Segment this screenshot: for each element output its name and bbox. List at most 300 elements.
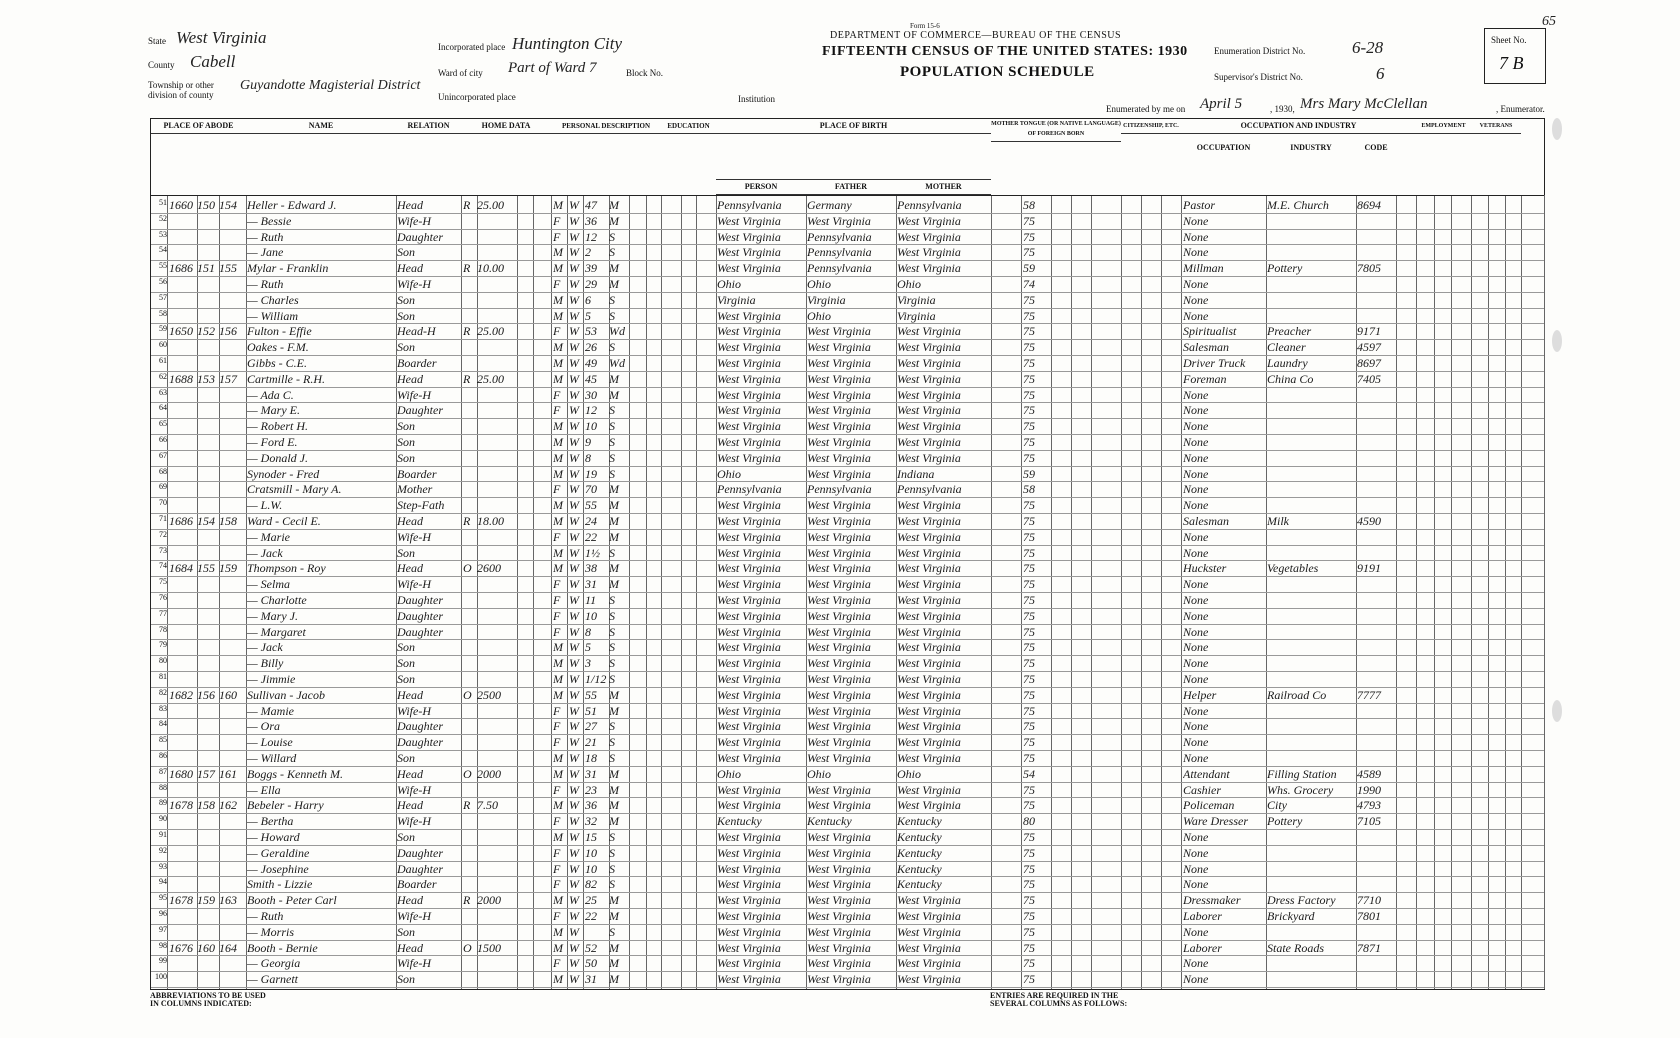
cell-person: West Virginia [717, 687, 781, 702]
cell-occ: None [1183, 545, 1209, 560]
cell-occ: Driver Truck [1183, 356, 1246, 370]
cell-rel: Wife-H [397, 529, 431, 544]
cell-lang: 75 [1023, 703, 1035, 718]
cell-name: — William [247, 308, 299, 323]
cell-age: 12 [585, 229, 597, 244]
cell-sex: M [553, 798, 563, 813]
cell-name: Sullivan - Jacob [247, 687, 325, 702]
cell-ind: State Roads [1267, 940, 1324, 955]
cell-mar: M [609, 909, 619, 923]
cell-mar: S [609, 735, 615, 750]
cell-rel: Son [397, 640, 415, 655]
cell-father: Germany [807, 198, 852, 212]
cell-person: West Virginia [717, 387, 781, 402]
cell-code: 8697 [1357, 356, 1381, 370]
cell-father: Ohio [807, 277, 831, 291]
cell-rel: Head-H [397, 324, 436, 339]
cell-person: Pennsylvania [717, 198, 782, 212]
state-value: West Virginia [176, 28, 267, 47]
cell-rel: Son [397, 308, 415, 323]
cell-race: W [569, 672, 579, 686]
cell-n: 64 [159, 403, 167, 413]
cell-rel: Head [397, 940, 423, 955]
group-name: NAME [246, 119, 396, 134]
cell-race: W [569, 387, 579, 402]
cell-rel: Daughter [397, 624, 443, 639]
cell-fam: 162 [219, 798, 237, 813]
cell-sex: F [553, 719, 561, 734]
cell-rel: Son [397, 672, 415, 686]
cell-race: W [569, 593, 579, 607]
cell-rel: Boarder [397, 466, 437, 481]
cell-code: 7777 [1357, 687, 1381, 702]
cell-sex: M [553, 466, 563, 481]
cell-ind: Pottery [1267, 814, 1303, 829]
cell-occ: None [1183, 608, 1209, 623]
cell-mar: M [609, 261, 619, 276]
cell-dw: 157 [197, 766, 215, 781]
cell-code: 4590 [1357, 514, 1381, 528]
cell-sex: M [553, 656, 563, 671]
cell-mother: Kentucky [897, 814, 942, 829]
cell-race: W [569, 545, 579, 560]
cell-mar: M [609, 766, 619, 781]
cell-person: West Virginia [717, 308, 781, 323]
cell-age: 10 [585, 861, 597, 876]
cell-n: 91 [159, 830, 167, 839]
cell-mother: West Virginia [897, 972, 961, 987]
cell-sex: F [553, 703, 561, 718]
census-grid [150, 118, 1545, 990]
cell-mar: M [609, 798, 619, 813]
cell-father: West Virginia [807, 545, 871, 560]
cell-code: 7405 [1357, 371, 1381, 386]
cell-n: 87 [159, 766, 167, 776]
cell-rel: Boarder [397, 356, 437, 370]
cell-father: West Virginia [807, 845, 871, 860]
cell-sex: M [553, 972, 563, 987]
sd-value: 6 [1376, 64, 1385, 83]
cell-house: 1678 [169, 798, 193, 813]
cell-name: Cratsmill - Mary A. [247, 482, 342, 497]
cell-house: 1682 [169, 687, 193, 702]
cell-sex: M [553, 450, 563, 465]
cell-race: W [569, 245, 579, 260]
cell-lang: 74 [1023, 277, 1035, 291]
cell-mother: West Virginia [897, 719, 961, 734]
cell-mother: West Virginia [897, 940, 961, 955]
cell-name: Booth - Bernie [247, 940, 318, 955]
cell-sex: M [553, 514, 563, 528]
cell-mother: West Virginia [897, 640, 961, 655]
cell-mother: West Virginia [897, 498, 961, 513]
cell-name: — Mary J. [247, 608, 298, 623]
cell-occ: Ware Dresser [1183, 814, 1248, 829]
cell-home: R [463, 514, 471, 528]
cell-father: West Virginia [807, 956, 871, 971]
cell-father: Pennsylvania [807, 229, 872, 244]
cell-fam: 159 [219, 561, 237, 576]
cell-mar: S [609, 656, 615, 671]
cell-code: 9171 [1357, 324, 1381, 339]
cell-lang: 75 [1023, 213, 1035, 228]
cell-mar: M [609, 561, 619, 576]
cell-mother: West Virginia [897, 924, 961, 939]
cell-home: R [463, 798, 471, 813]
cell-person: West Virginia [717, 435, 781, 449]
cell-name: — Charlotte [247, 593, 307, 607]
cell-home: R [463, 261, 471, 276]
cell-sex: M [553, 924, 563, 939]
group-place-of-abode: PLACE OF ABODE [151, 119, 246, 134]
cell-lang: 58 [1023, 482, 1035, 497]
incorporated-label: Incorporated place [438, 42, 506, 52]
cell-race: W [569, 277, 579, 291]
cell-lang: 75 [1023, 893, 1035, 908]
cell-person: West Virginia [717, 909, 781, 923]
cell-mar: S [609, 593, 615, 607]
cell-occ: Policeman [1183, 798, 1235, 813]
cell-mother: West Virginia [897, 956, 961, 971]
cell-lang: 75 [1023, 940, 1035, 955]
cell-mother: West Virginia [897, 798, 961, 813]
cell-n: 100 [155, 972, 167, 982]
cell-age: 38 [585, 561, 597, 576]
cell-age: 50 [585, 956, 597, 971]
cell-father: West Virginia [807, 798, 871, 813]
cell-race: W [569, 940, 579, 955]
cell-race: W [569, 877, 579, 892]
cell-occ: None [1183, 292, 1209, 307]
cell-person: West Virginia [717, 545, 781, 560]
cell-person: Pennsylvania [717, 482, 782, 497]
cell-occ: None [1183, 482, 1209, 497]
cell-n: 99 [159, 956, 167, 966]
cell-father: West Virginia [807, 656, 871, 671]
cell-val: 7.50 [477, 798, 498, 813]
group-employment: EMPLOYMENT [1416, 119, 1471, 134]
cell-house: 1680 [169, 766, 193, 781]
cell-lang: 75 [1023, 545, 1035, 560]
cell-age: 53 [585, 324, 597, 339]
cell-lang: 75 [1023, 782, 1035, 797]
cell-rel: Head [397, 766, 423, 781]
cell-race: W [569, 861, 579, 876]
cell-sex: M [553, 940, 563, 955]
cell-mar: M [609, 387, 619, 402]
cell-occ: None [1183, 972, 1209, 987]
cell-mar: S [609, 545, 615, 560]
cell-n: 52 [159, 213, 167, 223]
cell-n: 98 [159, 940, 167, 950]
cell-dw: 153 [197, 371, 215, 386]
cell-age: 52 [585, 940, 597, 955]
cell-person: West Virginia [717, 229, 781, 244]
cell-race: W [569, 924, 579, 939]
cell-name: — Donald J. [247, 450, 308, 465]
cell-lang: 75 [1023, 529, 1035, 544]
cell-age: 49 [585, 356, 597, 370]
punch-hole [1552, 330, 1562, 352]
cell-race: W [569, 324, 579, 339]
cell-father: West Virginia [807, 893, 871, 908]
cell-name: — Billy [247, 656, 284, 671]
cell-father: Pennsylvania [807, 245, 872, 260]
cell-rel: Step-Fath [397, 498, 445, 513]
cell-code: 8694 [1357, 198, 1381, 212]
cell-occ: None [1183, 656, 1209, 671]
county-label: County [148, 60, 175, 70]
cell-mother: West Virginia [897, 624, 961, 639]
cell-mar: S [609, 308, 615, 323]
cell-mar: S [609, 229, 615, 244]
cell-mar: S [609, 877, 615, 892]
cell-fam: 161 [219, 766, 237, 781]
cell-rel: Wife-H [397, 814, 431, 829]
cell-name: — Marie [247, 529, 290, 544]
cell-house: 1688 [169, 371, 193, 386]
cell-father: West Virginia [807, 577, 871, 592]
cell-dw: 154 [197, 514, 215, 528]
cell-lang: 75 [1023, 324, 1035, 339]
cell-name: — Geraldine [247, 845, 310, 860]
cell-rel: Mother [397, 482, 433, 497]
col-occupation: OCCUPATION [1196, 143, 1251, 152]
cell-race: W [569, 719, 579, 734]
cell-mother: West Virginia [897, 213, 961, 228]
cell-father: West Virginia [807, 640, 871, 655]
cell-ind: China Co [1267, 371, 1314, 386]
county-value: Cabell [190, 52, 236, 71]
cell-n: 57 [159, 292, 167, 302]
cell-val: 2600 [477, 561, 501, 576]
cell-rel: Wife-H [397, 782, 431, 797]
cell-name: Boggs - Kenneth M. [247, 766, 343, 781]
cell-sex: F [553, 324, 561, 339]
cell-person: West Virginia [717, 514, 781, 528]
cell-name: — Jack [247, 545, 283, 560]
cell-father: Ohio [807, 308, 831, 323]
cell-dw: 152 [197, 324, 215, 339]
cell-sex: M [553, 545, 563, 560]
cell-rel: Head [397, 371, 423, 386]
cell-mother: Virginia [897, 292, 936, 307]
cell-sex: F [553, 577, 561, 592]
cell-n: 85 [159, 735, 167, 745]
cell-age: 30 [585, 387, 597, 402]
cell-fam: 164 [219, 940, 237, 955]
cell-home: O [463, 561, 472, 576]
cell-person: Ohio [717, 766, 741, 781]
cell-father: Pennsylvania [807, 261, 872, 276]
dept-title: DEPARTMENT OF COMMERCE—BUREAU OF THE CENSUS [830, 30, 1122, 41]
cell-person: West Virginia [717, 419, 781, 434]
cell-rel: Head [397, 561, 423, 576]
abbrev-title: ABBREVIATIONS TO BE USED IN COLUMNS INDICATED: [150, 991, 266, 1008]
cell-occ: None [1183, 830, 1209, 844]
form-number: Form 15-6 [910, 22, 940, 30]
cell-lang: 75 [1023, 435, 1035, 449]
cell-mother: West Virginia [897, 561, 961, 576]
cell-rel: Son [397, 435, 415, 449]
cell-mar: M [609, 213, 619, 228]
cell-father: West Virginia [807, 419, 871, 434]
cell-race: W [569, 308, 579, 323]
cell-father: West Virginia [807, 435, 871, 449]
cell-code: 7801 [1357, 909, 1381, 923]
cell-age: 25 [585, 893, 597, 908]
cell-father: West Virginia [807, 450, 871, 465]
cell-sex: M [553, 893, 563, 908]
cell-father: West Virginia [807, 735, 871, 750]
cell-person: Virginia [717, 292, 756, 307]
cell-name: — Morris [247, 924, 295, 939]
cell-rel: Son [397, 419, 415, 434]
cell-rel: Daughter [397, 735, 443, 750]
cell-sex: F [553, 845, 561, 860]
cell-n: 68 [159, 466, 167, 476]
township-label: Township or other division of county [148, 80, 214, 100]
cell-rel: Daughter [397, 608, 443, 623]
cell-n: 56 [159, 277, 167, 286]
grid-column-line [1544, 195, 1545, 989]
cell-lang: 59 [1023, 261, 1035, 276]
cell-name: — Ora [247, 719, 281, 734]
cell-occ: Pastor [1183, 198, 1216, 212]
cell-mother: West Virginia [897, 340, 961, 355]
cell-person: West Virginia [717, 830, 781, 844]
group-veterans: VETERANS [1471, 119, 1521, 134]
cell-home: O [463, 687, 472, 702]
cell-n: 61 [159, 356, 167, 365]
cell-race: W [569, 735, 579, 750]
cell-rel: Son [397, 924, 415, 939]
cell-mar: S [609, 672, 615, 686]
block-label: Block No. [626, 68, 663, 78]
cell-sex: M [553, 830, 563, 844]
cell-lang: 75 [1023, 577, 1035, 592]
cell-age: 6 [585, 292, 591, 307]
cell-sex: F [553, 482, 561, 497]
cell-age: 18 [585, 751, 597, 765]
cell-occ: Helper [1183, 687, 1217, 702]
cell-race: W [569, 798, 579, 813]
cell-n: 96 [159, 909, 167, 918]
cell-rel: Wife-H [397, 577, 431, 592]
cell-mar: M [609, 514, 619, 528]
cell-mar: M [609, 893, 619, 908]
cell-rel: Son [397, 972, 415, 987]
enumerated-label: Enumerated by me on [1106, 104, 1186, 114]
cell-occ: Attendant [1183, 766, 1230, 781]
cell-fam: 157 [219, 371, 237, 386]
cell-rel: Son [397, 292, 415, 307]
cell-name: — Mamie [247, 703, 294, 718]
cell-lang: 75 [1023, 909, 1035, 923]
cell-name: Booth - Peter Carl [247, 893, 337, 908]
cell-mar: M [609, 940, 619, 955]
cell-mother: Ohio [897, 766, 921, 781]
cell-father: West Virginia [807, 782, 871, 797]
cell-house: 1650 [169, 324, 193, 339]
cell-sex: M [553, 198, 563, 212]
cell-name: — Josephine [247, 861, 309, 876]
cell-name: — Louise [247, 735, 293, 750]
cell-father: Pennsylvania [807, 482, 872, 497]
cell-race: W [569, 261, 579, 276]
cell-mother: West Virginia [897, 782, 961, 797]
cell-age: 2 [585, 245, 591, 260]
cell-name: Fulton - Effie [247, 324, 312, 339]
cell-lang: 75 [1023, 735, 1035, 750]
cell-n: 88 [159, 782, 167, 792]
cell-person: West Virginia [717, 498, 781, 513]
cell-mar: M [609, 482, 619, 497]
cell-race: W [569, 466, 579, 481]
cell-n: 51 [159, 198, 167, 207]
cell-mar: S [609, 845, 615, 860]
cell-mother: West Virginia [897, 435, 961, 449]
enumerator-name: Mrs Mary McClellan [1300, 96, 1428, 112]
cell-occ: None [1183, 593, 1209, 607]
cell-house: 1676 [169, 940, 193, 955]
cell-n: 67 [159, 450, 167, 460]
cell-mar: S [609, 435, 615, 449]
group-personal: PERSONAL DESCRIPTION [551, 119, 661, 134]
cell-father: West Virginia [807, 466, 871, 481]
cell-name: Smith - Lizzie [247, 877, 313, 892]
cell-mother: West Virginia [897, 751, 961, 765]
cell-fam: 163 [219, 893, 237, 908]
cell-age: 45 [585, 371, 597, 386]
cell-age: 1/12 [585, 672, 607, 686]
cell-dw: 150 [197, 198, 215, 212]
cell-code: 9191 [1357, 561, 1381, 576]
cell-code: 7871 [1357, 940, 1381, 955]
cell-race: W [569, 577, 579, 592]
cell-rel: Head [397, 261, 423, 276]
cell-age: 36 [585, 798, 597, 813]
cell-ind: Dress Factory [1267, 893, 1336, 908]
sheet-box [1484, 28, 1546, 84]
cell-person: West Virginia [717, 703, 781, 718]
cell-n: 63 [159, 387, 167, 397]
cell-ind: Filling Station [1267, 766, 1337, 781]
cell-sex: F [553, 403, 561, 418]
cell-sex: M [553, 687, 563, 702]
cell-lang: 75 [1023, 308, 1035, 323]
cell-sex: M [553, 498, 563, 513]
cell-n: 66 [159, 435, 167, 444]
cell-fam: 160 [219, 687, 237, 702]
cell-mother: West Virginia [897, 450, 961, 465]
cell-name: Cartmille - R.H. [247, 371, 325, 386]
cell-lang: 75 [1023, 419, 1035, 434]
cell-mother: West Virginia [897, 514, 961, 528]
cell-name: — Ruth [247, 909, 284, 923]
cell-name: Gibbs - C.E. [247, 356, 307, 370]
cell-occ: None [1183, 924, 1209, 939]
cell-n: 89 [159, 798, 167, 808]
cell-race: W [569, 419, 579, 434]
cell-lang: 75 [1023, 798, 1035, 813]
cell-person: West Virginia [717, 213, 781, 228]
cell-mother: Pennsylvania [897, 482, 962, 497]
cell-age: 5 [585, 640, 591, 655]
cell-father: West Virginia [807, 687, 871, 702]
cell-father: West Virginia [807, 909, 871, 923]
cell-lang: 75 [1023, 845, 1035, 860]
